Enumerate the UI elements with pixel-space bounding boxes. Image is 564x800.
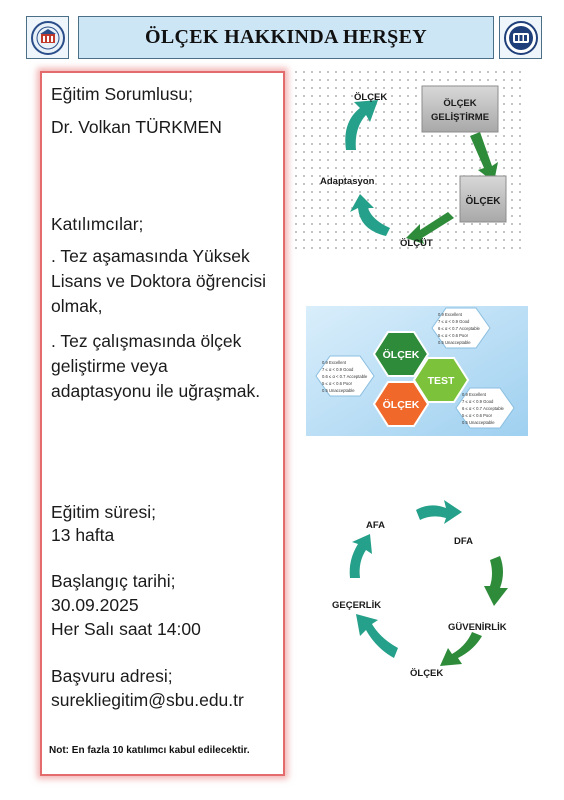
green-arrow-icon <box>440 632 482 666</box>
start-label: Başlangıç tarihi; <box>51 571 176 591</box>
participant-line: . Tez çalışmasında ölçek <box>51 331 242 351</box>
alpha-row: 5 ≤ α < 0.6 Poor <box>462 413 492 418</box>
page-title: ÖLÇEK HAKKINDA HERŞEY <box>145 26 427 48</box>
hex-label-top: ÖLÇEK <box>382 349 420 361</box>
institute-seal-icon <box>503 20 539 56</box>
alpha-row: 6 ≤ α < 0.7 Acceptable <box>438 326 480 331</box>
cycle1-label-adaptasyon: Adaptasyon <box>320 176 375 187</box>
participant-line: olmak, <box>51 296 103 316</box>
hex-label-bottom: ÖLÇEK <box>382 399 420 411</box>
alpha-row: 7 ≤ α < 0.9 Good <box>462 399 494 404</box>
instructor-label: Eğitim Sorumlusu; <box>51 84 193 104</box>
participant-line: Lisans ve Doktora öğrencisi <box>51 271 266 291</box>
cycle2-label-dfa: DFA <box>454 536 473 547</box>
start-date: 30.09.2025 <box>51 595 139 615</box>
cycle2-label-guvenirlik: GÜVENİRLİK <box>448 622 507 633</box>
unit-logo-right <box>499 16 542 59</box>
alpha-row: 5 ≤ α < 0.6 Poor <box>322 381 352 386</box>
alpha-row: 0.9 Excellent <box>462 392 486 397</box>
alpha-row: 0.5 Unacceptable <box>438 340 471 345</box>
alpha-row: 5 ≤ α < 0.6 Poor <box>438 333 468 338</box>
university-seal-icon <box>30 20 66 56</box>
green-arrow-icon <box>484 556 508 606</box>
alpha-row: 6 ≤ α < 0.7 Acceptable <box>462 406 504 411</box>
university-logo-left <box>26 16 69 59</box>
participants-label: Katılımcılar; <box>51 214 144 234</box>
info-panel <box>40 71 285 776</box>
cycle1-label-olcut: ÖLÇÜT <box>400 238 433 249</box>
apply-label: Başvuru adresi; <box>51 666 173 686</box>
cycle1-label-dev1: ÖLÇEK <box>443 98 477 109</box>
reliability-hexagon-diagram <box>306 306 528 436</box>
participant-line: geliştirme veya <box>51 356 168 376</box>
cycle1-label-dev2: GELİŞTİRME <box>430 112 490 123</box>
cycle2-label-gecerlik: GEÇERLİK <box>332 600 382 611</box>
participant-line: adaptasyonu ile uğraşmak. <box>51 381 261 401</box>
alpha-row: 7 ≤ α < 0.9 Good <box>322 367 354 372</box>
alpha-row: 0.6 ≤ α < 0.7 Acceptable <box>322 374 368 379</box>
alpha-row: 0.5 Unacceptable <box>462 420 495 425</box>
cycle2-label-afa: AFA <box>366 520 385 531</box>
title-banner <box>78 16 494 59</box>
hex-label-right: TEST <box>427 375 455 387</box>
cycle1-label-box-right: ÖLÇEK <box>465 196 501 207</box>
capacity-note: Not: En fazla 10 katılımcı kabul edilecektir. <box>49 745 250 756</box>
instructor-name: Dr. Volkan TÜRKMEN <box>51 117 222 137</box>
start-time: Her Salı saat 14:00 <box>51 619 201 639</box>
duration-label: Eğitim süresi; <box>51 502 157 522</box>
teal-arrow-icon <box>416 500 462 524</box>
alpha-row: 7 ≤ α < 0.9 Good <box>438 319 470 324</box>
teal-arrow-icon <box>356 614 398 658</box>
header <box>22 13 549 61</box>
alpha-row: 0.9 Excellent <box>322 360 346 365</box>
scale-development-box <box>422 86 498 132</box>
teal-arrow-icon <box>350 534 372 578</box>
alpha-row: 0.9 Excellent <box>438 312 462 317</box>
apply-email[interactable]: surekliegitim@sbu.edu.tr <box>51 690 244 710</box>
validity-reliability-cycle <box>324 490 524 686</box>
cycle2-label-olcek: ÖLÇEK <box>410 668 444 679</box>
duration-value: 13 hafta <box>51 525 115 545</box>
alpha-row: 0.5 Unacceptable <box>322 388 355 393</box>
participant-line: . Tez aşamasında Yüksek <box>51 246 250 266</box>
cycle1-label-olcek: ÖLÇEK <box>354 92 388 103</box>
scale-development-cycle <box>294 70 526 250</box>
